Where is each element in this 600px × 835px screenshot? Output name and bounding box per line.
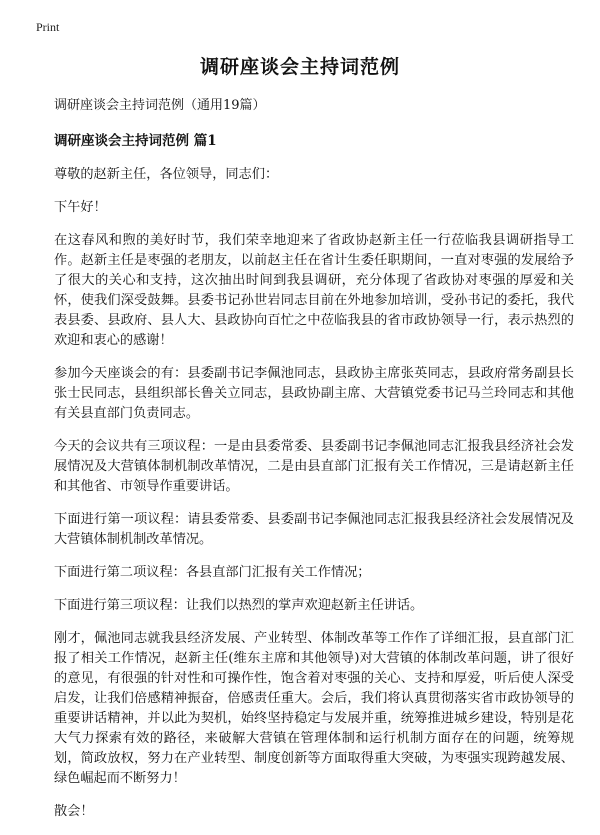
print-link[interactable]: Print bbox=[36, 20, 60, 34]
paragraph-salutation: 尊敬的赵新主任，各位领导，同志们： bbox=[54, 167, 279, 182]
paragraph-attendees: 参加今天座谈会的有：县委副书记李佩池同志，县政协主席张英同志，县政府常务副县长张士民同志，县组织部长鲁关立同志，县政协副主席、大营镇党委书记马兰玲同志和其他有关县直部门负责同志。 bbox=[54, 366, 574, 421]
paragraph-agenda-item-2: 下面进行第二项议程：各县直部门汇报有关工作情况； bbox=[54, 565, 371, 580]
section-heading: 调研座谈会主持词范例 篇1 bbox=[54, 133, 217, 149]
document-subtitle: 调研座谈会主持词范例（通用19篇） bbox=[54, 98, 266, 113]
paragraph-closing: 散会！ bbox=[54, 804, 94, 819]
paragraph-agenda-item-1: 下面进行第一项议程：请县委常委、县委副书记李佩池同志汇报我县经济社会发展情况及大营镇体制机制改革情况。 bbox=[54, 512, 574, 547]
paragraph-agenda: 今天的会议共有三项议程：一是由县委常委、县委副书记李佩池同志汇报我县经济社会发展情况及大营镇体制机制改革情况，二是由县直部门汇报有关工作情况，三是请赵新主任和其他省、市领导作重要讲话。 bbox=[54, 439, 574, 494]
paragraph-agenda-item-3: 下面进行第三项议程：让我们以热烈的掌声欢迎赵新主任讲话。 bbox=[54, 598, 424, 613]
paragraph-summary: 刚才，佩池同志就我县经济发展、产业转型、体制改革等工作作了详细汇报，县直部门汇报了相关工作情况，赵新主任(维东主席和其他领导)对大营镇的体制改革问题，讲了很好的意见，有很强的针对性和可操作性，饱含着对枣强的关心、支持和厚爱，听后使人深受启发，让我们倍感精神振奋，倍感责任重大。会后，我们将认真贯彻落实省市政协领导的重要讲话精神，并以此为契机，始终坚持稳定与发展并重，统筹推进城乡建设，特别是花大气力探索有效的路径，来破解大营镇在管理体制和运行机制方面存在的问题，统筹规划，简政放权，努力在产业转型、制度创新等方面取得重大突破，为枣强实现跨越发展、绿色崛起而不断努力！ bbox=[54, 631, 574, 786]
document-body bbox=[54, 94, 574, 835]
paragraph-welcome: 在这春风和煦的美好时节，我们荣幸地迎来了省政协赵新主任一行莅临我县调研指导工作。赵新主任是枣强的老朋友，以前赵主任在省计生委任职期间，一直对枣强的发展给予了很大的关心和支持，这次抽出时间到我县调研，充分体现了省政协对枣强的厚爱和关怀，使我们深受鼓舞。县委书记孙世岩同志目前在外地参加培训，受孙书记的委托，我代表县委、县政府、县人大、县政协向百忙之中莅临我县的省市政协领导一行，表示热烈的欢迎和衷心的感谢！ bbox=[54, 233, 574, 348]
page-title: 调研座谈会主持词范例 bbox=[199, 56, 400, 78]
paragraph-greeting: 下午好！ bbox=[54, 200, 107, 215]
